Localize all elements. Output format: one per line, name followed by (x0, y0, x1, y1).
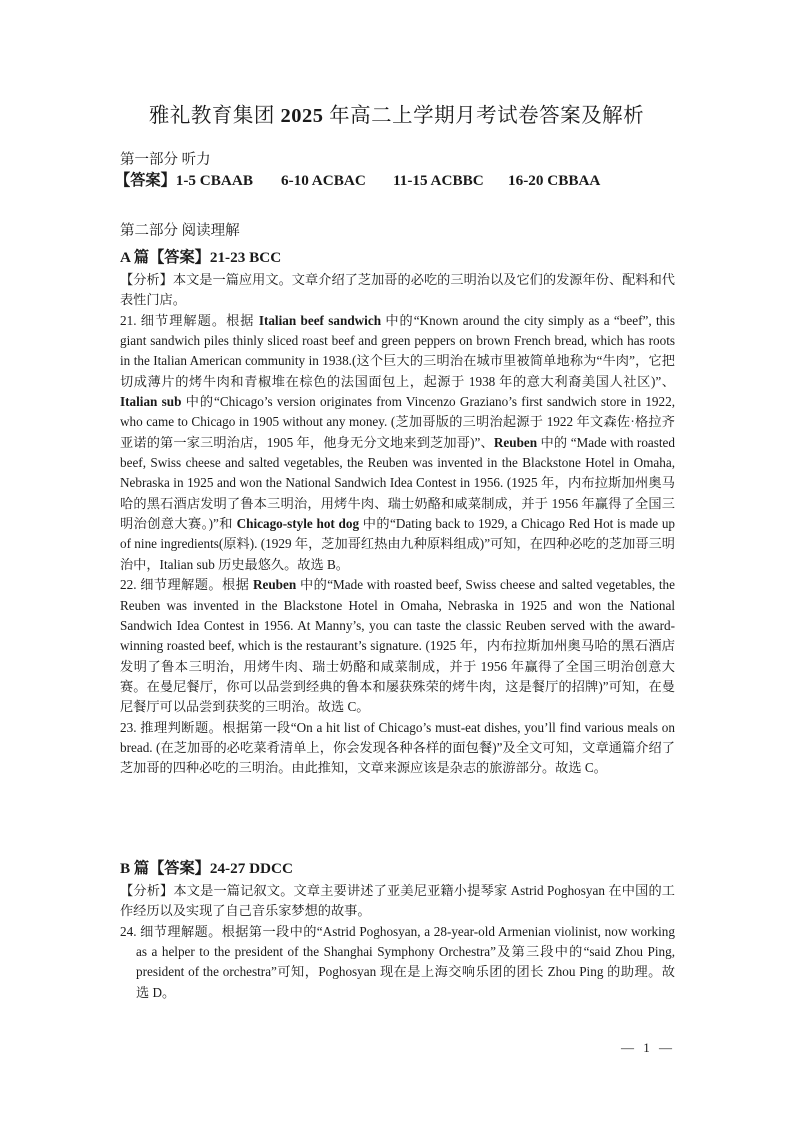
section-b-heading: B 篇【答案】24-27 DDCC (120, 860, 293, 877)
answers-6-10: 6-10 ACBAC (281, 172, 366, 189)
q21-bold-1: Italian beef sandwich (258, 312, 382, 328)
section-b-body (120, 881, 675, 1003)
part1-answers (115, 171, 600, 191)
q21-text-4: 中的 “Made with roasted beef, Swiss cheese and salted vegetables, the Reuben was invented in the Blackstone Hotel in Omaha, Nebraska in 1925 and won the National Sandwich Idea Contest in 1956. (1925 年，内布拉斯加州奥马哈的黑石酒店发明了鲁本三明治，用烤牛肉、瑞士奶酪和咸菜制成，并于 1956 年赢得了全国三明治创意大赛。)”和 (120, 434, 676, 532)
title-suffix: 年高二上学期月考试卷答案及解析 (323, 105, 645, 127)
part1-heading: 第一部分 听力 (120, 152, 211, 168)
q21-text-3: 中的“Chicago’s version originates from Vincenzo Graziano’s first sandwich store in 1922, who came to Chicago in 1905 without any money. (芝加哥版的三明治起源于 1922 年文森佐·格拉齐亚诺的第一家三明治店，1905 年，他身无分文地来到芝加哥)”、 (120, 394, 675, 450)
section-a-heading: A 篇【答案】21-23 BCC (120, 249, 282, 266)
section-a-analysis: 【分析】本文是一篇应用文。文章介绍了芝加哥的必吃的三明治以及它们的发源年份、配料和代表性门店。 (120, 272, 675, 308)
q21-bold-4: Chicago-style hot dog (236, 516, 360, 532)
q21-text-1: 21. 细节理解题。根据 (120, 312, 259, 328)
section-b-analysis: 【分析】本文是一篇记叙文。文章主要讲述了亚美尼亚籍小提琴家 Astrid Poghosyan 在中国的工作经历以及实现了自己音乐家梦想的故事。 (120, 883, 675, 919)
q21-bold-3: Reuben (493, 434, 538, 450)
question-21-explanation (120, 311, 675, 575)
page-title (0, 98, 793, 128)
answers-1-5: 【答案】1-5 CBAAB (115, 172, 253, 189)
section-a-body (120, 270, 675, 779)
part2-heading: 第二部分 阅读理解 (120, 223, 240, 239)
answers-11-15: 11-15 ACBBC (393, 172, 484, 189)
q21-text-5: 中的“Dating back to 1929, a Chicago Red Hot is made up of nine ingredients(原料). (1929 年，芝加哥红热由九种原料组成)”可知，在四种必吃的芝加哥三明治中，Italian sub 历史最悠久。故选 B。 (120, 516, 676, 572)
title-prefix: 雅礼教育集团 (148, 105, 281, 127)
q22-text-2: 中的“Made with roasted beef, Swiss cheese and salted vegetables, the Reuben was invented in the Blackstone Hotel in Omaha, Nebraska in 1925 and won the National Sandwich Idea Contest in 1956. At Manny’s, you can taste the classic Reuben served with the award-winning roasted beef, which is the restaurant’s signature. (1925 年，内布拉斯加州奥马哈的黑石酒店发明了鲁本三明治，用烤牛肉、瑞士奶酪和咸菜制成，并于 1956 年赢得了全国三明治创意大赛。在曼尼餐厅，你可以品尝到经典的鲁本和屡获殊荣的烤牛肉，这是餐厅的招牌)”可知，在曼尼餐厅可以品尝到获奖的三明治。故选 C。 (120, 577, 675, 715)
q21-text-2: 中的“Known around the city simply as a “beef”, this giant sandwich piles thinly sliced roast beef and green peppers on brown French bread, which has roots in the Italian American community in 1938.(这个巨大的三明治在城市里被简单地称为“牛肉”，它把切成薄片的烤牛肉和青椒堆在棕色的法国面包上，起源于 1938 年的意大利裔美国人社区)”、 (120, 312, 676, 389)
answers-16-20: 16-20 CBBAA (508, 172, 601, 189)
q22-text-1: 22. 细节理解题。根据 (120, 577, 253, 593)
question-23-explanation: 23. 推理判断题。根据第一段“On a hit list of Chicago’s must-eat dishes, you’ll find various meals on bread. (在芝加哥的必吃菜肴清单上，你会发现各种各样的面包餐)”及全文可知，文章通篇介绍了芝加哥的四种必吃的三明治。由此推知，文章来源应该是杂志的旅游部分。故选 C。 (120, 719, 675, 776)
q22-bold-1: Reuben (252, 577, 297, 593)
page-number: — 1 — (621, 1040, 675, 1055)
title-year: 2025 (280, 105, 324, 127)
q21-bold-2: Italian sub (120, 394, 182, 410)
question-24-explanation: 24. 细节理解题。根据第一段中的“Astrid Poghosyan, a 28-year-old Armenian violinist, now working as a helper to the president of the Shanghai Symphony Orchestra”及第三段中的“said Zhou Ping, president of the orchestra”可知，Poghosyan 现在是上海交响乐团的团长 Zhou Ping 的助理。故选 D。 (120, 923, 675, 1000)
question-22-explanation (120, 575, 675, 717)
